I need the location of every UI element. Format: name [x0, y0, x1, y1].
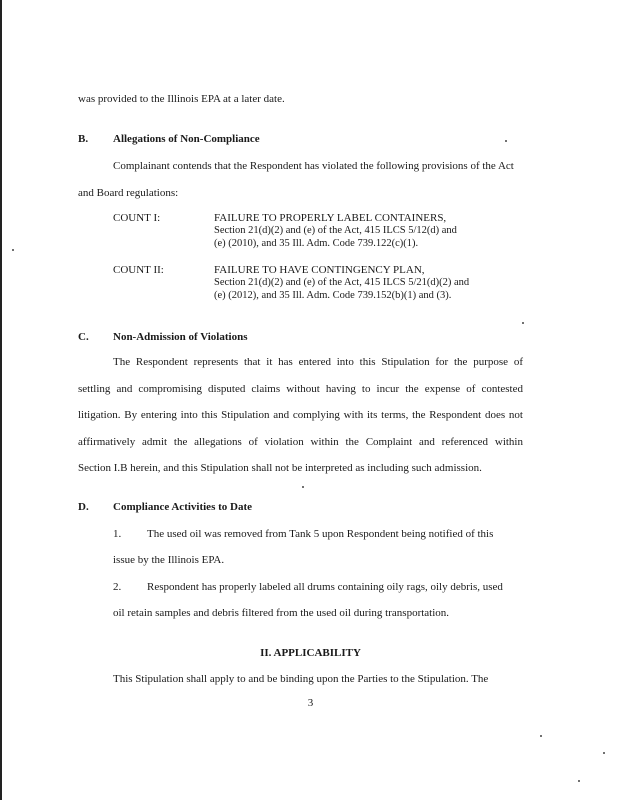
item-1-number: 1.: [113, 528, 122, 540]
count-1-title: FAILURE TO PROPERLY LABEL CONTAINERS,: [214, 212, 447, 224]
scan-speck: [578, 780, 580, 782]
scan-speck: [522, 322, 524, 324]
section-b-para-line2: and Board regulations:: [78, 187, 179, 199]
section-c-line4: affirmatively admit the allegations of violation within the Complaint and referenced within: [78, 436, 523, 448]
count-1-label: COUNT I:: [113, 212, 161, 224]
count-1-line3: (e) (2010), and 35 Ill. Adm. Code 739.122(c)(1).: [214, 238, 419, 249]
scan-speck: [603, 752, 605, 754]
section-b-letter: B.: [78, 133, 89, 145]
count-1-line2: Section 21(d)(2) and (e) of the Act, 415 ILCS 5/12(d) and: [214, 225, 457, 236]
section-c-line2: settling and compromising disputed claims without having to incur the expense of contested: [78, 383, 523, 395]
carryover-line: was provided to the Illinois EPA at a later date.: [78, 93, 285, 105]
count-2-label: COUNT II:: [113, 264, 164, 276]
item-1-line1: The used oil was removed from Tank 5 upon Respondent being notified of this: [147, 528, 494, 540]
item-2-line1: Respondent has properly labeled all drums containing oily rags, oily debris, used: [147, 581, 503, 593]
item-1-line2: issue by the Illinois EPA.: [113, 554, 225, 566]
section-b-heading: Allegations of Non-Compliance: [113, 133, 260, 145]
section-c-line3: litigation. By entering into this Stipulation and complying with its terms, the Respondent does not: [78, 409, 523, 421]
scan-left-edge: [0, 0, 2, 800]
section-d-letter: D.: [78, 501, 89, 513]
applicability-heading: II. APPLICABILITY: [260, 647, 361, 659]
count-2-title: FAILURE TO HAVE CONTINGENCY PLAN,: [214, 264, 425, 276]
count-2-line2: Section 21(d)(2) and (e) of the Act, 415 ILCS 5/21(d)(2) and: [214, 277, 470, 288]
item-2-number: 2.: [113, 581, 122, 593]
scan-speck: [302, 486, 304, 488]
applicability-line1: This Stipulation shall apply to and be binding upon the Parties to the Stipulation. The: [113, 673, 489, 685]
section-c-heading: Non-Admission of Violations: [113, 331, 248, 343]
scan-speck: [12, 249, 14, 251]
section-c-letter: C.: [78, 331, 89, 343]
count-2-line3: (e) (2012), and 35 Ill. Adm. Code 739.152(b)(1) and (3).: [214, 290, 452, 301]
item-2-line2: oil retain samples and debris filtered from the used oil during transportation.: [113, 607, 450, 619]
section-b-para-line1: Complainant contends that the Respondent has violated the following provisions of the Act: [113, 160, 514, 172]
section-c-line1: The Respondent represents that it has entered into this Stipulation for the purpose of: [113, 356, 523, 368]
section-c-line5: Section I.B herein, and this Stipulation shall not be interpreted as including such admission.: [78, 462, 482, 474]
page-number: 3: [307, 697, 314, 709]
section-d-heading: Compliance Activities to Date: [113, 501, 252, 513]
scan-speck: [540, 735, 542, 737]
scan-speck: [505, 140, 507, 142]
